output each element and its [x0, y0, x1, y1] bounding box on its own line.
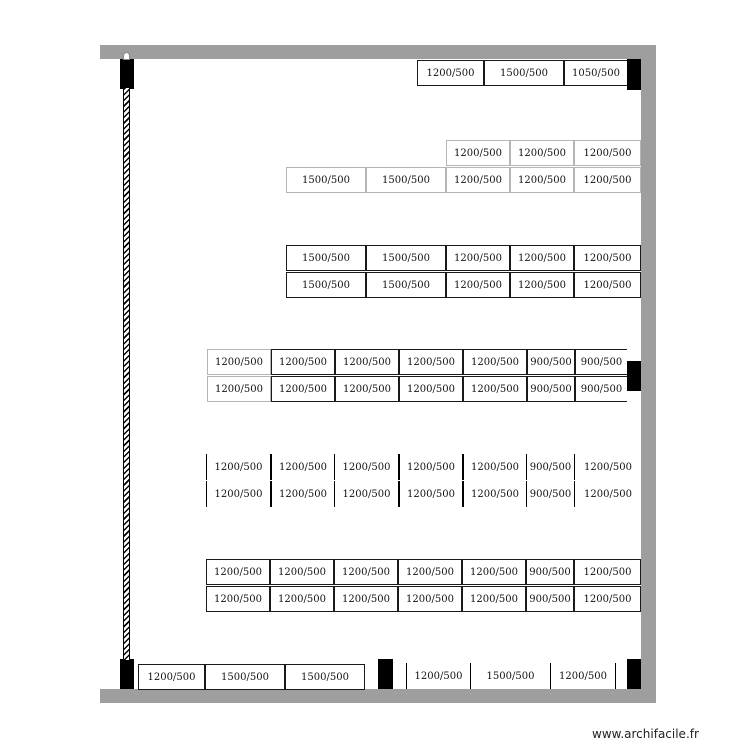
pillar-top-left	[120, 59, 134, 89]
shelf-unit: 1500/500	[285, 664, 365, 690]
pillar-mid-right	[627, 361, 641, 391]
shelf-unit: 900/500	[575, 376, 627, 402]
shelf-unit: 1200/500	[463, 349, 527, 375]
shelf-unit: 1200/500	[510, 167, 574, 193]
shelf-unit: 1050/500	[564, 60, 627, 86]
wall-right	[641, 45, 656, 703]
shelf-unit: 1500/500	[286, 272, 366, 298]
shelf-unit: 1200/500	[334, 559, 398, 585]
watermark: www.archifacile.fr	[592, 727, 699, 741]
shelf-unit: 900/500	[526, 481, 574, 507]
shelf-unit: 1200/500	[206, 586, 270, 612]
shelf-unit: 1500/500	[286, 167, 366, 193]
wall-bottom	[100, 689, 656, 703]
shelf-unit: 1500/500	[470, 663, 550, 689]
wall-top	[100, 45, 656, 59]
left-wall-cap	[123, 52, 130, 60]
shelf-unit: 1200/500	[270, 481, 334, 507]
pillar-bottom-center	[378, 659, 393, 689]
shelf-unit: 1500/500	[484, 60, 564, 86]
shelf-unit: 1200/500	[270, 454, 334, 480]
pillar-top-right	[627, 59, 641, 90]
shelf-unit: 1200/500	[463, 376, 527, 402]
shelf-unit: 1500/500	[286, 245, 366, 271]
shelf-unit: 1500/500	[205, 664, 285, 690]
shelf-unit: 1200/500	[398, 454, 462, 480]
shelf-unit: 900/500	[527, 376, 575, 402]
shelf-unit: 1200/500	[574, 245, 641, 271]
shelf-unit: 1500/500	[366, 245, 446, 271]
shelf-unit: 1200/500	[206, 481, 270, 507]
pillar-bottom-right	[627, 659, 641, 689]
shelf-unit: 900/500	[575, 349, 627, 375]
shelf-unit: 1200/500	[446, 272, 510, 298]
shelf-unit: 1200/500	[271, 349, 335, 375]
shelf-unit: 1200/500	[462, 454, 526, 480]
shelf-unit: 1200/500	[446, 140, 510, 166]
shelf-unit: 1200/500	[510, 272, 574, 298]
shelf-unit: 1200/500	[335, 349, 399, 375]
shelf-unit: 900/500	[527, 349, 575, 375]
shelf-unit: 1200/500	[270, 559, 334, 585]
shelf-unit: 1200/500	[271, 376, 335, 402]
shelf-unit: 1200/500	[334, 481, 398, 507]
shelf-unit: 1200/500	[399, 349, 463, 375]
shelf-unit: 1200/500	[446, 245, 510, 271]
shelf-unit: 1200/500	[574, 559, 641, 585]
shelf-unit: 1200/500	[550, 663, 616, 689]
shelf-unit: 1200/500	[574, 140, 641, 166]
shelf-unit: 1200/500	[417, 60, 484, 86]
shelf-unit: 1200/500	[510, 245, 574, 271]
shelf-unit: 1200/500	[270, 586, 334, 612]
shelf-unit: 1200/500	[334, 454, 398, 480]
shelf-unit: 1200/500	[574, 586, 641, 612]
shelf-unit: 900/500	[526, 454, 574, 480]
shelf-unit: 1200/500	[462, 559, 526, 585]
shelf-unit: 1200/500	[334, 586, 398, 612]
shelf-unit: 1200/500	[574, 272, 641, 298]
shelf-unit: 1200/500	[574, 481, 641, 507]
shelf-unit: 1200/500	[462, 586, 526, 612]
pillar-bottom-left	[120, 659, 134, 689]
shelf-unit: 1200/500	[399, 376, 463, 402]
shelf-unit: 1200/500	[398, 586, 462, 612]
shelf-unit: 1200/500	[398, 559, 462, 585]
shelf-unit: 1200/500	[406, 663, 470, 689]
shelf-unit: 1200/500	[574, 167, 641, 193]
shelf-unit: 1200/500	[398, 481, 462, 507]
shelf-unit: 1200/500	[574, 454, 641, 480]
shelf-unit: 1200/500	[206, 559, 270, 585]
shelf-unit: 1200/500	[206, 454, 270, 480]
shelf-unit: 1500/500	[366, 272, 446, 298]
left-wall-hatched	[123, 88, 130, 660]
shelf-unit: 1200/500	[446, 167, 510, 193]
shelf-unit: 1200/500	[138, 664, 205, 690]
shelf-unit: 1500/500	[366, 167, 446, 193]
shelf-unit: 900/500	[526, 559, 574, 585]
shelf-unit: 900/500	[526, 586, 574, 612]
shelf-unit: 1200/500	[335, 376, 399, 402]
shelf-unit: 1200/500	[510, 140, 574, 166]
shelf-unit: 1200/500	[462, 481, 526, 507]
shelf-unit: 1200/500	[207, 376, 271, 402]
shelf-unit: 1200/500	[207, 349, 271, 375]
